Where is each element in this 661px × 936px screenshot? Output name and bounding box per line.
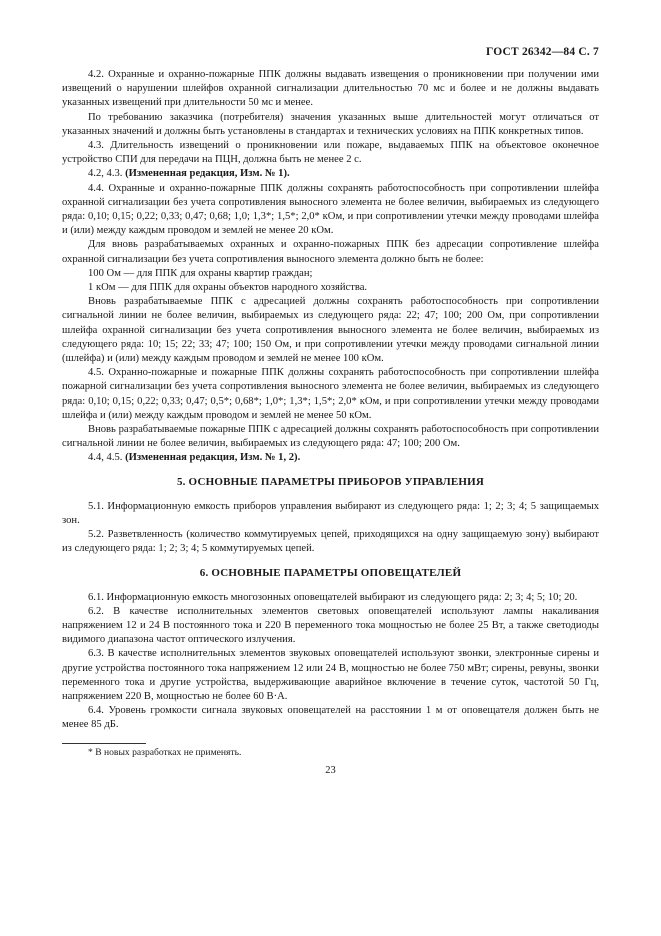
paragraph-6-4: 6.4. Уровень громкости сигнала звуковых оповещателей на расстоянии 1 м от оповещателя должен быть не менее 85 дБ.	[62, 705, 599, 731]
amendment-text: (Измененная редакция, Изм. № 1, 2).	[125, 452, 301, 464]
section-5-title: 5. ОСНОВНЫЕ ПАРАМЕТРЫ ПРИБОРОВ УПРАВЛЕНИЯ	[176, 475, 485, 488]
paragraph-4-3: 4.3. Длительность извещений о проникновении или пожаре, выдаваемых ППК на объектовое оконечное устройство СПИ для передачи на ПЦН, должна быть не менее 2 с.	[62, 140, 599, 166]
paragraph-4-2-note: По требованию заказчика (потребителя) значения указанных выше длительностей могут отличаться от указанных значений и должны быть установлены в стандартах и технических условиях на ППК конкретных типов.	[62, 111, 599, 137]
amendment-note-2	[62, 451, 599, 465]
paragraph-new-ppk: Для вновь разрабатываемых охранных и охранно-пожарных ППК без адресации сопротивление шлейфа охранной сигнализации без учета сопротивления выносного элемента должно быть не более:	[62, 239, 599, 265]
paragraph-6-2: 6.2. В качестве исполнительных элементов световых оповещателей используют лампы накаливания напряжением 12 и 24 В постоянного тока и 220 В переменного тока мощностью не более 25 Вт, а также светодиоды видимого диапазона частот оптического излучения.	[62, 605, 599, 646]
paragraph-addressable: Вновь разрабатываемые ППК с адресацией должны сохранять работоспособность при сопротивлении сигнальной линии не более величин, выбираемых из следующего ряда: 22; 47; 100; 200 Ом, при сопротивлении шлейфа охранной сигнализации без учета сопротивления выносного элемента не более величин, выбираемых из следующего ряда: 10; 15; 22; 33; 47; 100; 150 Ом, и при сопротивлении утечки между проводами сигнальной линии (шлейфа) и (или) между каждым проводом и землей не менее 100 кОм.	[62, 296, 599, 365]
list-item: 100 Ом — для ППК для охраны квартир граждан;	[88, 267, 313, 279]
paragraph-4-4: 4.4. Охранные и охранно-пожарные ППК должны сохранять работоспособность при сопротивлении шлейфа охранной сигнализации без учета сопротивления выносного элемента не более величин, выбираемых из следующего ряда: 0,10; 0,15; 0,22; 0,33; 0,47; 0,68; 1,0; 1,3*; 1,5*; 2,0* кОм, и при сопротивлении утечки между проводами шлейфа и (или) между каждым проводом и землей не менее 20 кОм.	[62, 182, 599, 237]
paragraph-fire-addressable: Вновь разрабатываемые пожарные ППК с адресацией должны сохранять работоспособность при сопротивлении сигнальной линии не более величин, выбираемых из следующего ряда: 47; 100; 200 Ом.	[62, 424, 599, 450]
page-number: 23	[325, 764, 336, 776]
footnote-divider	[62, 743, 146, 744]
paragraph-4-5: 4.5. Охранно-пожарные и пожарные ППК должны сохранять работоспособность при сопротивлении шлейфа пожарной сигнализации без учета сопротивления выносного элемента не более величин, выбираемых из следующего ряда: 0,10; 0,15; 0,22; 0,33; 0,47; 0,5*; 0,68*; 1,0*; 1,3*; 1,5*; 2,0* кОм, и при сопротивлении утечки между проводами шлейфа и (или) между каждым проводом и землей не менее 50 кОм.	[62, 367, 599, 421]
section-6-title: 6. ОСНОВНЫЕ ПАРАМЕТРЫ ОПОВЕЩАТЕЛЕЙ	[199, 566, 462, 579]
amendment-ref: 4.2, 4.3.	[88, 168, 126, 180]
document-header: ГОСТ 26342—84 С. 7	[486, 46, 599, 58]
paragraph-4-2: 4.2. Охранные и охранно-пожарные ППК должны выдавать извещения о проникновении при получении ими извещений о нарушении шлейфов охранной сигнализации длительностью 70 мс и более и не должны выдавать указанных извещений при длительности 50 мс и менее.	[62, 69, 599, 109]
list-item: 1 кОм — для ППК для охраны объектов народного хозяйства.	[88, 282, 368, 294]
footnote: * В новых разработках не применять.	[88, 746, 242, 758]
paragraph-5-2: 5.2. Разветвленность (количество коммутируемых цепей, приходящихся на одну защищаемую зону) выбирают из следующего ряда: 1; 2; 3; 4; 5 коммутируемых цепей.	[62, 529, 599, 555]
paragraph-6-3: 6.3. В качестве исполнительных элементов звуковых оповещателей используют звонки, электронные сирены и другие устройства постоянного тока напряжением 12 или 24 В, мощностью не более 750 мВт; сирены, ревуны, звонки переменного тока и другие устройства, выдерживающие аварийное включение в течение суток, частотой 50 Гц, напряжением 220 В, мощностью не более 60 В·А.	[62, 648, 599, 702]
paragraph-6-1: 6.1. Информационную емкость многозонных оповещателей выбирают из следующего ряда: 2; 3; 4; 5; 10; 20.	[88, 591, 578, 603]
paragraph-5-1: 5.1. Информационную емкость приборов управления выбирают из следующего ряда: 1; 2; 3; 4; 5 защищаемых зон.	[62, 500, 599, 526]
amendment-ref: 4.4, 4.5.	[88, 452, 126, 464]
amendment-text: (Измененная редакция, Изм. № 1).	[125, 168, 290, 180]
amendment-note-1	[62, 167, 599, 181]
